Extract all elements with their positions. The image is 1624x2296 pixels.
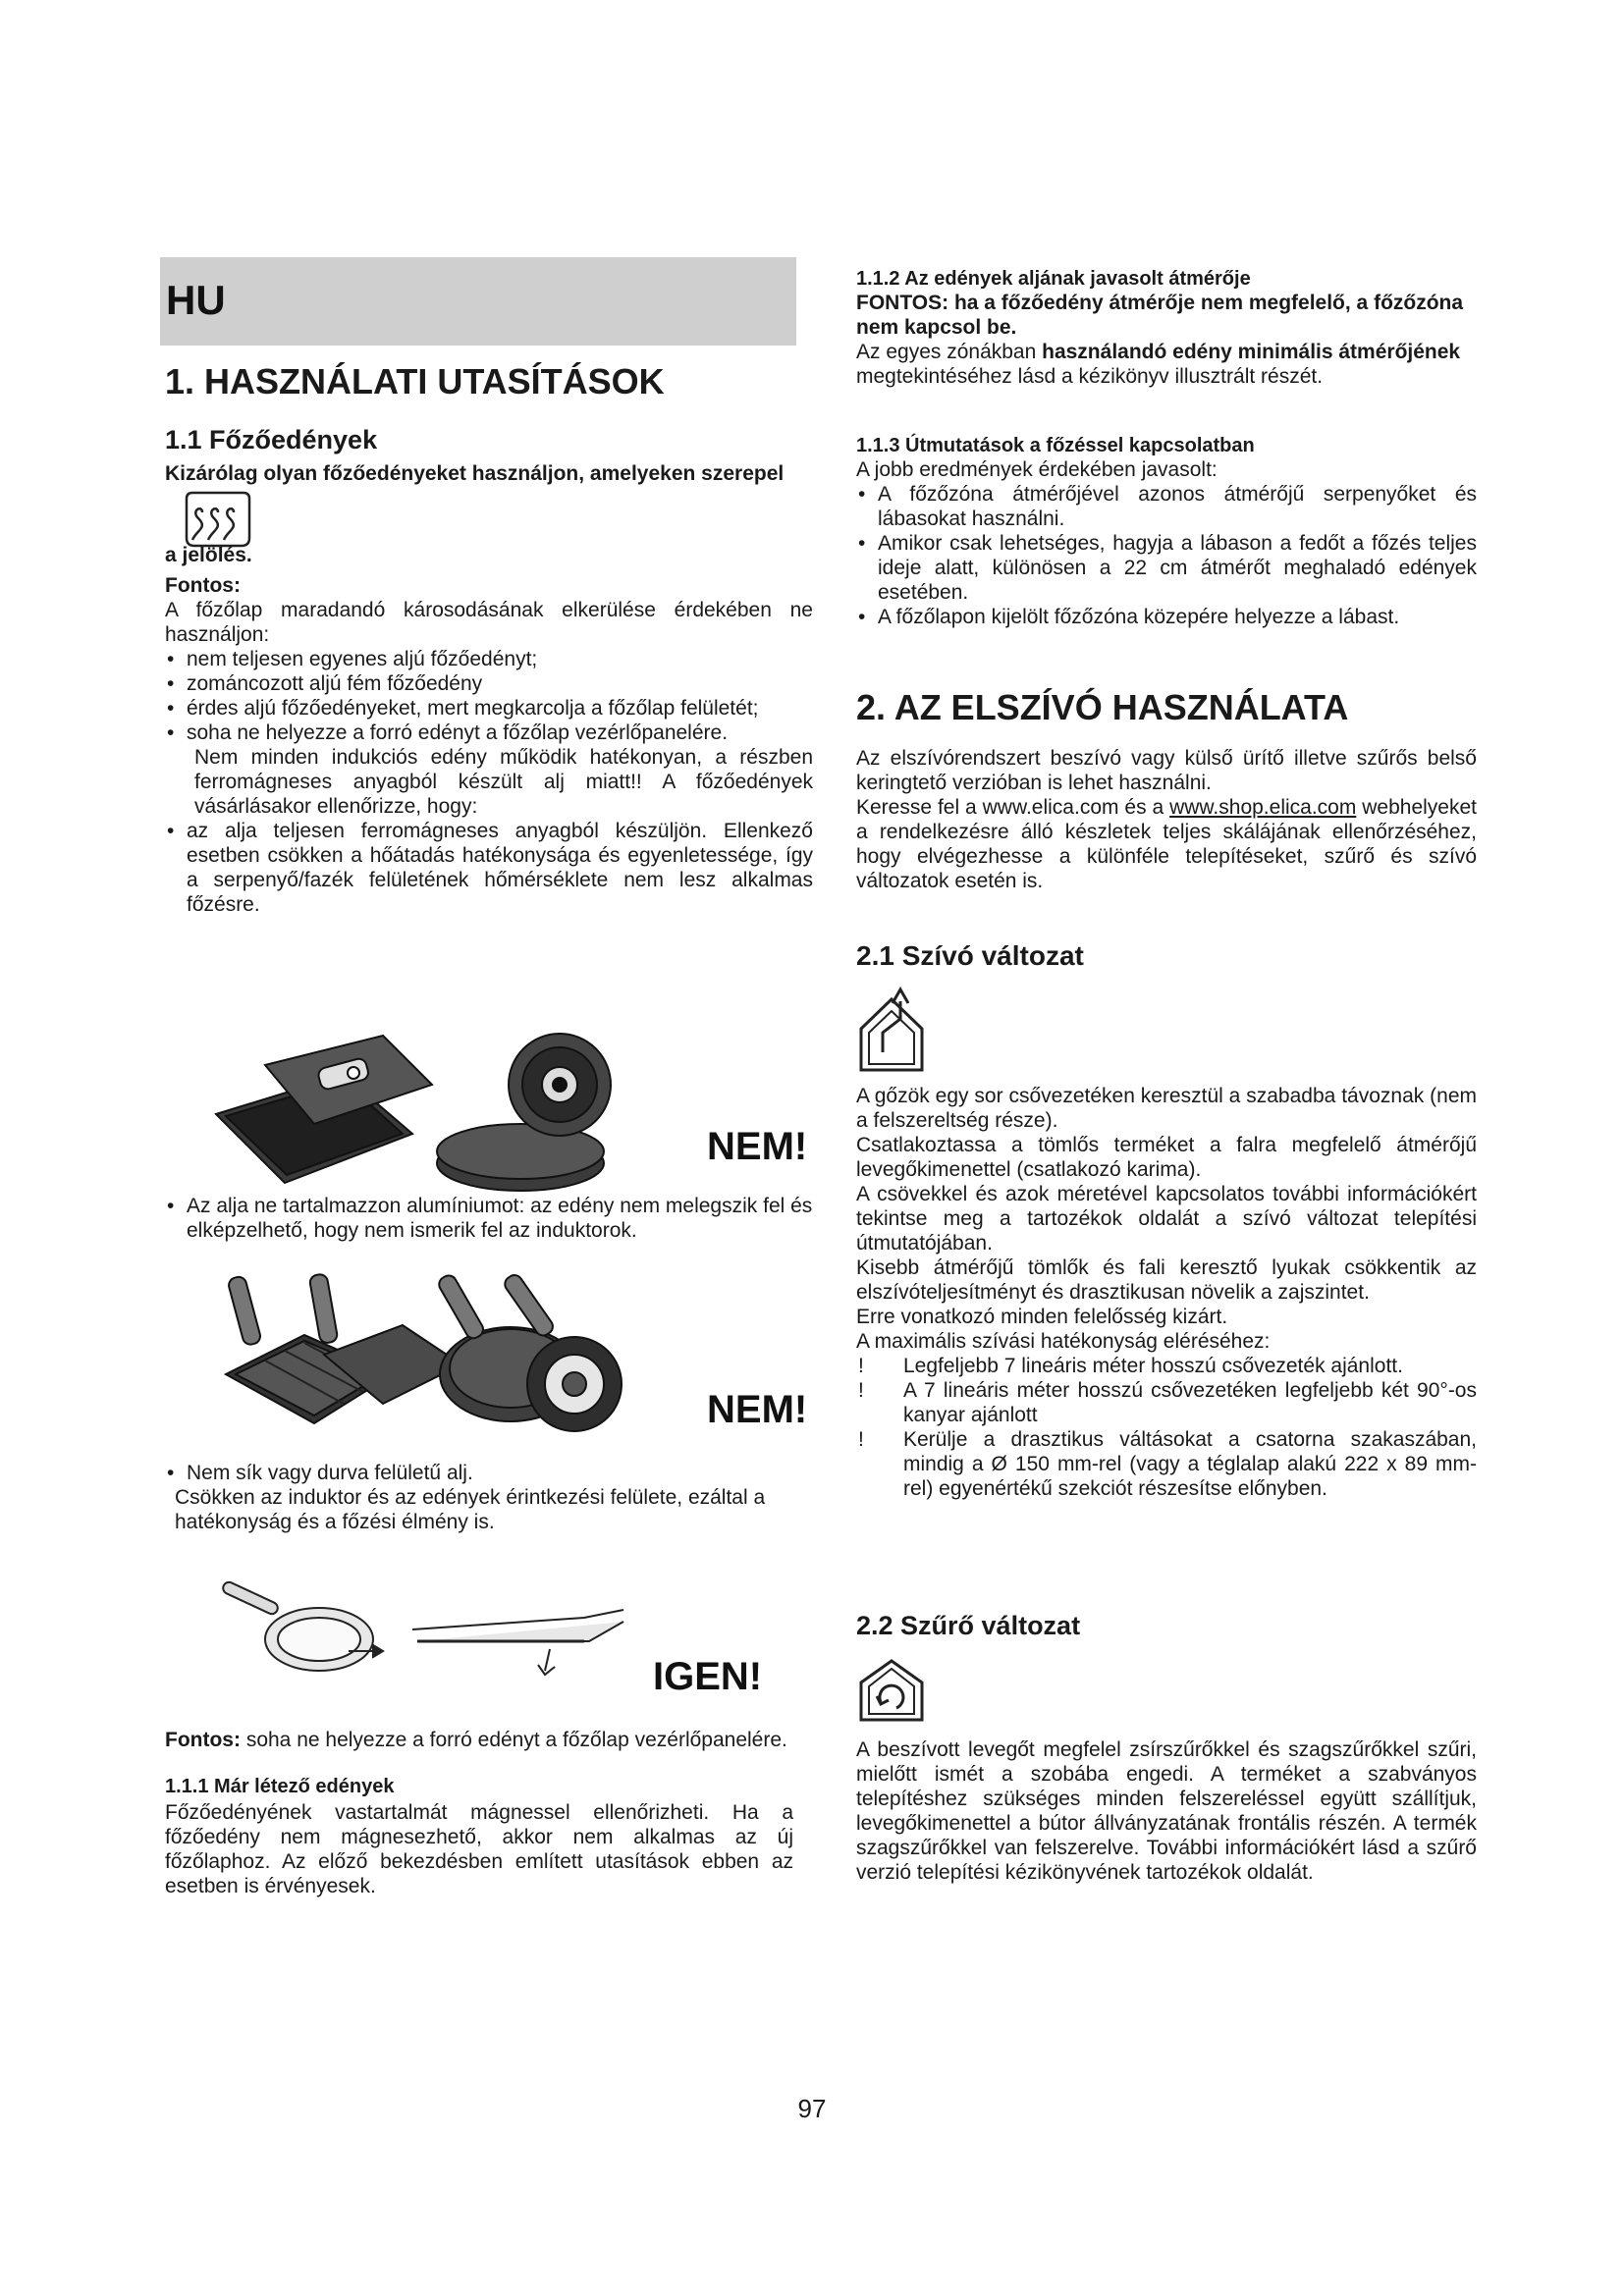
diameter-text: Az egyes zónákban — [856, 341, 1043, 363]
list-item: • az alja teljesen ferromágneses anyagból készüljön. Ellenkező esetben csökken a hőátadás hatékonysága és egyenletessége, így a serpenyő/fazék felületének hőmérséklete nem lesz alkalmas főzésre. — [165, 819, 813, 917]
recirculating-house-icon — [857, 1659, 926, 1724]
fontos2-label: Fontos: — [165, 1729, 241, 1751]
section-1-1-2-title: 1.1.2 Az edények aljának javasolt átmérője — [856, 268, 1251, 290]
ducted-text-2: Csatlakoztassa a tömlős terméket a falra megfelelő átmérőjű levegőkimenettel (csatlakozó karima). — [856, 1134, 1477, 1181]
list-item: ! Legfeljebb 7 lineáris méter hosszú csővezeték ajánlott. — [856, 1354, 1477, 1378]
section-2-title: 2. AZ ELSZÍVÓ HASZNÁLATA — [856, 687, 1349, 727]
ducted-house-icon — [857, 984, 926, 1074]
ducted-text-6: A maximális szívási hatékonyság eléréséhez: — [856, 1330, 1271, 1353]
list-item: • nem teljesen egyenes aljú főzőedényt; — [165, 647, 813, 671]
filter-text: A beszívott levegőt megfelel zsírszűrőkkel és szagszűrőkkel szűri, mielőtt ismét a szobába engedi. A terméket a szabványos telepítéshez szükséges minden felszereléssel együtt szállítjuk, levegőkimenettel a bútor állványzatának frontális részén. A termék szagszűrőkkel van felszerelve. További információkért lásd a szűrő verzió telepítési kézikönyvének tartozékok oldalát. — [856, 1738, 1477, 1884]
shop-elica-link[interactable]: www.shop.elica.com — [1169, 796, 1357, 819]
website-text-end: webhelyeket a rendelkezésre álló készletek teljes skálájának ellenőrzéséhez, hogy elvégezhesse a különféle telepítéseket, szűrő és szívó változatok esetén is. — [856, 796, 1477, 892]
language-header-band — [160, 257, 796, 346]
list-item: • Az alja ne tartalmazzon alumíniumot: az edény nem melegszik fel és elképzelhető, hogy nem ismerik fel az induktorok. — [165, 1194, 818, 1243]
section-2-2-title: 2.2 Szűrő változat — [856, 1611, 1081, 1640]
fontos2-text: soha ne helyezze a forró edényt a főzőlap vezérlőpanelére. — [245, 1729, 787, 1751]
no-label: NEM! — [707, 1388, 808, 1431]
list-item: • zománcozott aljú fém főzőedény — [165, 671, 813, 696]
list-item: ! A 7 lineáris méter hosszú csővezetéken legfeljebb két 90°-os kanyar ajánlott — [856, 1378, 1477, 1427]
elica-link[interactable]: www.elica.com — [982, 796, 1119, 819]
existing-cookware-text: Főzőedényének vastartalmát mágnessel ellenőrizheti. Ha a főzőedény nem mágnesezhető, akkor nem alkalmas az új főzőlaphoz. Az előző bekezdésben említett utasítások ebben az esetben is érvényesek. — [165, 1801, 793, 1897]
no-label: NEM! — [707, 1125, 808, 1168]
yes-label: IGEN! — [653, 1655, 763, 1698]
induction-note: Nem minden indukciós edény működik hatékonyan, a részben ferromágneses anyagból készült alj miatt!! A főzőedények vásárlásakor ellenőrizze, hogy: — [194, 746, 813, 818]
flat-bottom-pan-illustration — [211, 1580, 643, 1688]
website-text-and: és a — [1118, 796, 1170, 819]
list-item: ! Kerülje a drasztikus váltásokat a csatorna szakaszában, mindig a Ø 150 mm-rel (vagy a téglalap alakú 222 x 89 mm-rel) egyenértékű szekciót részesítse előnyben. — [856, 1427, 1477, 1501]
ducted-text-3: A csövekkel és azok méretével kapcsolatos további információkért tekintse meg a tartozékok oldalát a szívó változat telepítési útmutatójában. — [856, 1183, 1477, 1255]
avoid-list — [165, 647, 813, 745]
list-item: • soha ne helyezze a forró edényt a főzőlap vezérlőpanelére. — [165, 721, 813, 745]
page-number: 97 — [797, 2094, 827, 2123]
language-tag: HU — [166, 277, 226, 323]
diameter-text-end: megtekintéséhez lásd a kézikönyv illusztrált részét. — [856, 365, 1324, 388]
ducted-text-4: Kisebb átmérőjű tömlők és fali keresztő lyukak csökkentik az elszívóteljesítményt és drasztikusan növelik a zajszintet. — [856, 1256, 1477, 1304]
diameter-important: FONTOS: ha a főzőedény átmérője nem megfelelő, a főzőzóna nem kapcsol be. — [856, 292, 1464, 339]
efficiency-list — [856, 1354, 1477, 1501]
griddle-and-paella-pan-illustration — [196, 1026, 628, 1202]
grill-and-frying-pan-illustration — [206, 1266, 638, 1443]
section-1-1-title: 1.1 Főzőedények — [165, 425, 378, 454]
list-item: • Nem sík vagy durva felületű alj. — [165, 1461, 818, 1485]
section-1-1-1-title: 1.1.1 Már létező edények — [165, 1776, 395, 1797]
hood-usage-text: Az elszívórendszert beszívó vagy külső ürítő illetve szűrős belső keringtető verzióban is lehet használni. — [856, 747, 1477, 794]
cooking-tips-list — [856, 482, 1477, 629]
ducted-text-1: A gőzök egy sor csővezetéken keresztül a szabadba távoznak (nem a felszereltség része). — [856, 1085, 1477, 1132]
mark-label: a jelölés. — [165, 544, 252, 566]
section-1-1-3-title: 1.1.3 Útmutatások a főzéssel kapcsolatban — [856, 435, 1255, 456]
cooking-intro: A jobb eredmények érdekében javasolt: — [856, 458, 1218, 481]
list-item: • A főzőzóna átmérőjével azonos átmérőjű serpenyőket és lábasokat használni. — [856, 482, 1477, 531]
flat-note: Csökken az induktor és az edények érintkezési felülete, ezáltal a hatékonyság és a főzési élmény is. — [175, 1486, 766, 1533]
diameter-text-bold: használandó edény minimális átmérőjének — [1042, 341, 1461, 363]
section-1-title: 1. HASZNÁLATI UTASÍTÁSOK — [165, 361, 665, 401]
list-item: • Amikor csak lehetséges, hagyja a lábason a fedőt a főzés teljes ideje alatt, különösen a 22 cm átmérőt meghaladó edények esetében. — [856, 531, 1477, 605]
website-text: Keresse fel a — [856, 796, 983, 819]
list-item: • A főzőlapon kijelölt főzőzóna közepére helyezze a lábast. — [856, 605, 1477, 629]
fontos-label: Fontos: — [165, 574, 241, 597]
cookware-intro: Kizárólag olyan főzőedényeket használjon, amelyeken szerepel — [165, 462, 785, 485]
ducted-text-5: Erre vonatkozó minden felelősség kizárt. — [856, 1306, 1228, 1328]
section-2-1-title: 2.1 Szívó változat — [856, 940, 1084, 971]
list-item: • érdes aljú főzőedényeket, mert megkarcolja a főzőlap felületét; — [165, 696, 813, 721]
fontos-text: A főzőlap maradandó károsodásának elkerülése érdekében ne használjon: — [165, 599, 813, 646]
